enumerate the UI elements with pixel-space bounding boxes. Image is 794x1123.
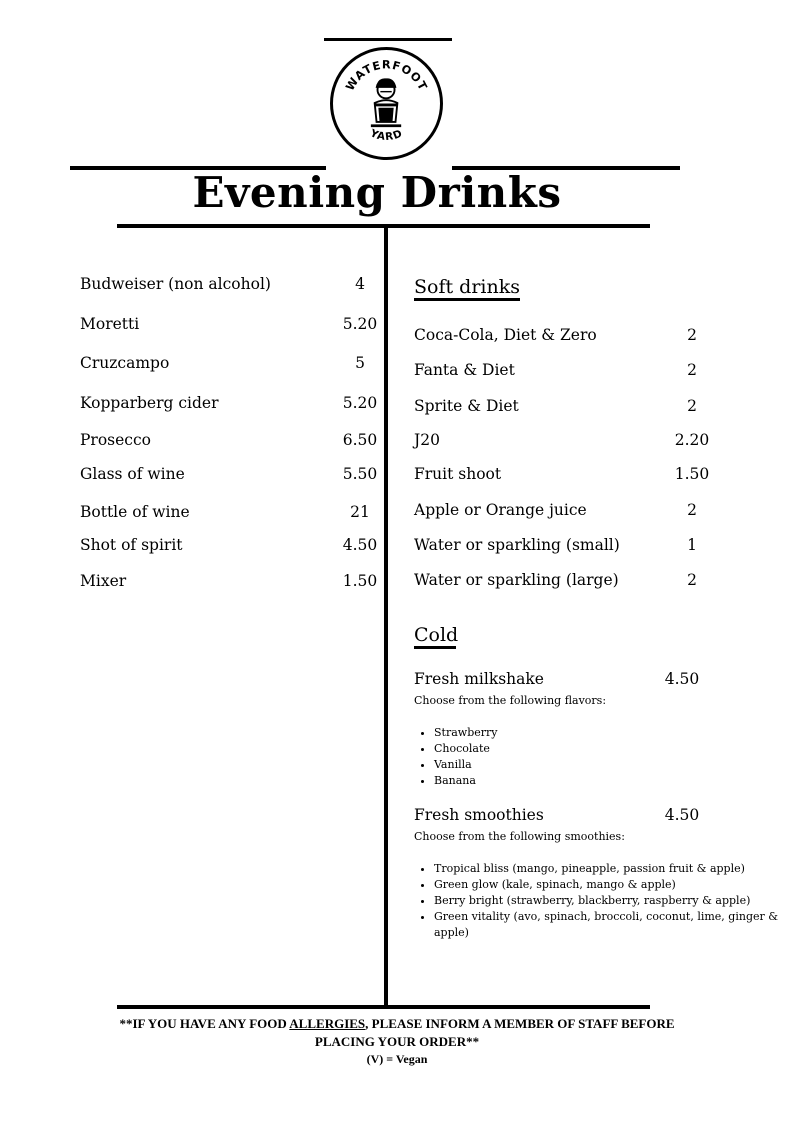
- menu-item-price: 5.50: [342, 465, 378, 483]
- menu-item-price: 5: [355, 354, 365, 372]
- allergy-notice: [0, 1016, 794, 1032]
- svg-text:YARD: [367, 127, 404, 143]
- smoothies-name: Fresh smoothies: [414, 806, 544, 824]
- menu-item-name: Coca-Cola, Diet & Zero: [414, 326, 597, 344]
- menu-item-price: 1.50: [342, 572, 378, 590]
- vegan-key: (V) = Vegan: [366, 1052, 428, 1066]
- list-item: • Banana: [434, 773, 497, 789]
- menu-item-price: 2: [687, 326, 697, 344]
- menu-item-price: 21: [350, 503, 370, 521]
- column-divider: [384, 228, 388, 1007]
- menu-item-price: 2: [687, 501, 697, 519]
- list-item: • Vanilla: [434, 757, 497, 773]
- logo-bottom-text: YARD: [368, 127, 405, 144]
- menu-item-name: Water or sparkling (small): [414, 536, 620, 554]
- logo-top-rule: [324, 38, 452, 41]
- menu-item-name: Glass of wine: [80, 465, 185, 483]
- milkshake-note: Choose from the following flavors:: [414, 694, 607, 707]
- menu-item-name: Prosecco: [80, 431, 151, 449]
- menu-item-price: 5.20: [342, 315, 378, 333]
- menu-item-name: Moretti: [80, 315, 140, 333]
- page-title: Evening Drinks: [192, 168, 562, 217]
- menu-item-name: Sprite & Diet: [414, 397, 519, 415]
- menu-item-name: Cruzcampo: [80, 354, 170, 372]
- menu-item-name: Shot of spirit: [80, 536, 183, 554]
- milkshake-flavor-list: [414, 725, 497, 789]
- menu-item-name: Apple or Orange juice: [414, 501, 587, 519]
- smoothies-price: 4.50: [664, 806, 700, 824]
- menu-item-price: 2.20: [674, 431, 710, 449]
- milkshake-name: Fresh milkshake: [414, 670, 544, 688]
- allergy-notice-end: , PLEASE INFORM A MEMBER OF STAFF BEFORE: [365, 1016, 675, 1031]
- menu-item-price: 4.50: [342, 536, 378, 554]
- menu-item-price: 2: [687, 397, 697, 415]
- menu-item-price: 2: [687, 571, 697, 589]
- menu-item-name: Fanta & Diet: [414, 361, 515, 379]
- smoothies-note: Choose from the following smoothies:: [414, 830, 625, 843]
- list-item: • Green glow (kale, spinach, mango & apple): [434, 877, 784, 893]
- menu-item-name: J20: [414, 431, 440, 449]
- menu-item-price: 1: [687, 536, 697, 554]
- milkshake-price: 4.50: [664, 670, 700, 688]
- menu-item-name: Mixer: [80, 572, 127, 590]
- menu-item-price: 4: [355, 275, 365, 293]
- menu-item-price: 5.20: [342, 394, 378, 412]
- menu-item-price: 2: [687, 361, 697, 379]
- list-item: • Green vitality (avo, spinach, broccoli, coconut, lime, ginger & apple): [434, 909, 784, 941]
- cold-heading: Cold: [414, 624, 459, 646]
- waterfoot-yard-logo: [330, 47, 443, 160]
- logo-top-text: WATERFOOT: [342, 57, 431, 94]
- menu-item-name: Water or sparkling (large): [414, 571, 619, 589]
- list-item: • Chocolate: [434, 741, 497, 757]
- menu-item-name: Budweiser (non alcohol): [80, 275, 271, 293]
- menu-item-price: 1.50: [674, 465, 710, 483]
- allergy-notice-line2: PLACING YOUR ORDER**: [314, 1034, 480, 1049]
- menu-item-name: Bottle of wine: [80, 503, 190, 521]
- footer-rule: [117, 1005, 650, 1009]
- list-item: • Berry bright (strawberry, blackberry, raspberry & apple): [434, 893, 784, 909]
- list-item: • Strawberry: [434, 725, 497, 741]
- soft-drinks-underline: [414, 298, 520, 301]
- cold-underline: [414, 646, 456, 649]
- menu-item-price: 6.50: [342, 431, 378, 449]
- soft-drinks-heading: Soft drinks: [414, 276, 520, 298]
- smoothies-list: [414, 861, 784, 941]
- allergy-notice-start: **IF YOU HAVE ANY FOOD: [119, 1016, 290, 1031]
- allergies-word: ALLERGIES: [289, 1016, 366, 1031]
- menu-item-name: Fruit shoot: [414, 465, 502, 483]
- list-item: • Tropical bliss (mango, pineapple, passion fruit & apple): [434, 861, 784, 877]
- menu-item-name: Kopparberg cider: [80, 394, 219, 412]
- chef-figure-icon: [371, 79, 401, 125]
